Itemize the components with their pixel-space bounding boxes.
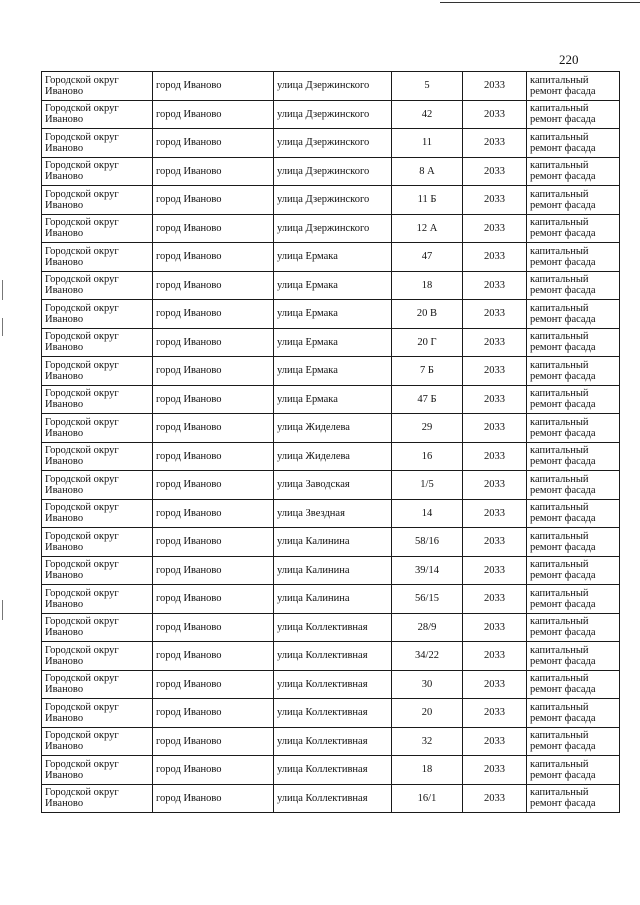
city-cell: город Иваново xyxy=(153,157,274,186)
house-number-cell: 11 xyxy=(392,129,463,158)
table-row xyxy=(42,129,620,158)
district-cell: Городской округ Иваново xyxy=(42,157,153,186)
street-cell: улица Дзержинского xyxy=(274,129,392,158)
work-type-cell: капитальный ремонт фасада xyxy=(527,100,620,129)
city-cell: город Иваново xyxy=(153,385,274,414)
district-cell: Городской округ Иваново xyxy=(42,129,153,158)
table-row xyxy=(42,699,620,728)
table-row xyxy=(42,670,620,699)
district-cell: Городской округ Иваново xyxy=(42,699,153,728)
district-cell: Городской округ Иваново xyxy=(42,328,153,357)
page-number: 220 xyxy=(559,52,579,67)
work-type-cell: капитальный ремонт фасада xyxy=(527,471,620,500)
district-cell: Городской округ Иваново xyxy=(42,271,153,300)
district-cell: Городской округ Иваново xyxy=(42,756,153,785)
street-cell: улица Жиделева xyxy=(274,442,392,471)
work-type-cell: капитальный ремонт фасада xyxy=(527,756,620,785)
year-cell: 2033 xyxy=(463,670,527,699)
year-cell: 2033 xyxy=(463,357,527,386)
table-row xyxy=(42,243,620,272)
work-type-cell: капитальный ремонт фасада xyxy=(527,186,620,215)
table-row xyxy=(42,186,620,215)
street-cell: улица Калинина xyxy=(274,528,392,557)
street-cell: улица Коллективная xyxy=(274,613,392,642)
district-cell: Городской округ Иваново xyxy=(42,585,153,614)
house-number-cell: 18 xyxy=(392,271,463,300)
table-row xyxy=(42,328,620,357)
table-row xyxy=(42,784,620,813)
house-number-cell: 5 xyxy=(392,72,463,101)
street-cell: улица Звездная xyxy=(274,499,392,528)
work-type-cell: капитальный ремонт фасада xyxy=(527,214,620,243)
city-cell: город Иваново xyxy=(153,328,274,357)
year-cell: 2033 xyxy=(463,243,527,272)
street-cell: улица Коллективная xyxy=(274,727,392,756)
house-number-cell: 8 А xyxy=(392,157,463,186)
street-cell: улица Коллективная xyxy=(274,699,392,728)
house-number-cell: 14 xyxy=(392,499,463,528)
city-cell: город Иваново xyxy=(153,499,274,528)
house-number-cell: 47 xyxy=(392,243,463,272)
table-row xyxy=(42,613,620,642)
year-cell: 2033 xyxy=(463,72,527,101)
table-row xyxy=(42,471,620,500)
table-row xyxy=(42,556,620,585)
district-cell: Городской округ Иваново xyxy=(42,727,153,756)
district-cell: Городской округ Иваново xyxy=(42,442,153,471)
year-cell: 2033 xyxy=(463,129,527,158)
table-row xyxy=(42,528,620,557)
work-type-cell: капитальный ремонт фасада xyxy=(527,556,620,585)
house-number-cell: 18 xyxy=(392,756,463,785)
table-row xyxy=(42,271,620,300)
street-cell: улица Ермака xyxy=(274,300,392,329)
city-cell: город Иваново xyxy=(153,100,274,129)
repair-schedule-table xyxy=(41,71,620,813)
work-type-cell: капитальный ремонт фасада xyxy=(527,129,620,158)
city-cell: город Иваново xyxy=(153,727,274,756)
table-row xyxy=(42,585,620,614)
work-type-cell: капитальный ремонт фасада xyxy=(527,499,620,528)
table-row xyxy=(42,442,620,471)
work-type-cell: капитальный ремонт фасада xyxy=(527,300,620,329)
year-cell: 2033 xyxy=(463,300,527,329)
year-cell: 2033 xyxy=(463,613,527,642)
house-number-cell: 20 В xyxy=(392,300,463,329)
year-cell: 2033 xyxy=(463,699,527,728)
scan-margin-mark xyxy=(2,318,3,336)
table-row xyxy=(42,72,620,101)
year-cell: 2033 xyxy=(463,442,527,471)
house-number-cell: 34/22 xyxy=(392,642,463,671)
year-cell: 2033 xyxy=(463,727,527,756)
house-number-cell: 16/1 xyxy=(392,784,463,813)
house-number-cell: 16 xyxy=(392,442,463,471)
house-number-cell: 58/16 xyxy=(392,528,463,557)
work-type-cell: капитальный ремонт фасада xyxy=(527,414,620,443)
work-type-cell: капитальный ремонт фасада xyxy=(527,157,620,186)
house-number-cell: 29 xyxy=(392,414,463,443)
year-cell: 2033 xyxy=(463,100,527,129)
city-cell: город Иваново xyxy=(153,442,274,471)
city-cell: город Иваново xyxy=(153,642,274,671)
year-cell: 2033 xyxy=(463,385,527,414)
street-cell: улица Ермака xyxy=(274,271,392,300)
district-cell: Городской округ Иваново xyxy=(42,613,153,642)
district-cell: Городской округ Иваново xyxy=(42,243,153,272)
work-type-cell: капитальный ремонт фасада xyxy=(527,727,620,756)
work-type-cell: капитальный ремонт фасада xyxy=(527,357,620,386)
street-cell: улица Ермака xyxy=(274,328,392,357)
work-type-cell: капитальный ремонт фасада xyxy=(527,271,620,300)
street-cell: улица Дзержинского xyxy=(274,214,392,243)
street-cell: улица Дзержинского xyxy=(274,100,392,129)
city-cell: город Иваново xyxy=(153,784,274,813)
house-number-cell: 30 xyxy=(392,670,463,699)
district-cell: Городской округ Иваново xyxy=(42,528,153,557)
work-type-cell: капитальный ремонт фасада xyxy=(527,642,620,671)
work-type-cell: капитальный ремонт фасада xyxy=(527,72,620,101)
table-row xyxy=(42,214,620,243)
house-number-cell: 20 Г xyxy=(392,328,463,357)
district-cell: Городской округ Иваново xyxy=(42,471,153,500)
year-cell: 2033 xyxy=(463,528,527,557)
street-cell: улица Ермака xyxy=(274,243,392,272)
street-cell: улица Коллективная xyxy=(274,642,392,671)
year-cell: 2033 xyxy=(463,756,527,785)
scan-margin-mark xyxy=(2,600,3,620)
city-cell: город Иваново xyxy=(153,670,274,699)
district-cell: Городской округ Иваново xyxy=(42,72,153,101)
year-cell: 2033 xyxy=(463,414,527,443)
city-cell: город Иваново xyxy=(153,756,274,785)
work-type-cell: капитальный ремонт фасада xyxy=(527,442,620,471)
work-type-cell: капитальный ремонт фасада xyxy=(527,528,620,557)
street-cell: улица Ермака xyxy=(274,357,392,386)
year-cell: 2033 xyxy=(463,328,527,357)
house-number-cell: 1/5 xyxy=(392,471,463,500)
district-cell: Городской округ Иваново xyxy=(42,100,153,129)
house-number-cell: 47 Б xyxy=(392,385,463,414)
house-number-cell: 20 xyxy=(392,699,463,728)
street-cell: улица Дзержинского xyxy=(274,157,392,186)
city-cell: город Иваново xyxy=(153,528,274,557)
year-cell: 2033 xyxy=(463,157,527,186)
district-cell: Городской округ Иваново xyxy=(42,499,153,528)
street-cell: улица Дзержинского xyxy=(274,186,392,215)
year-cell: 2033 xyxy=(463,186,527,215)
table-row xyxy=(42,100,620,129)
year-cell: 2033 xyxy=(463,784,527,813)
scan-edge-line xyxy=(440,2,640,3)
work-type-cell: капитальный ремонт фасада xyxy=(527,585,620,614)
district-cell: Городской округ Иваново xyxy=(42,556,153,585)
house-number-cell: 7 Б xyxy=(392,357,463,386)
district-cell: Городской округ Иваново xyxy=(42,186,153,215)
street-cell: улица Калинина xyxy=(274,585,392,614)
table-row xyxy=(42,157,620,186)
work-type-cell: капитальный ремонт фасада xyxy=(527,385,620,414)
table-row xyxy=(42,300,620,329)
city-cell: город Иваново xyxy=(153,72,274,101)
table-row xyxy=(42,642,620,671)
district-cell: Городской округ Иваново xyxy=(42,385,153,414)
table-row xyxy=(42,385,620,414)
year-cell: 2033 xyxy=(463,214,527,243)
city-cell: город Иваново xyxy=(153,471,274,500)
table-row xyxy=(42,756,620,785)
work-type-cell: капитальный ремонт фасада xyxy=(527,670,620,699)
city-cell: город Иваново xyxy=(153,699,274,728)
city-cell: город Иваново xyxy=(153,585,274,614)
district-cell: Городской округ Иваново xyxy=(42,784,153,813)
year-cell: 2033 xyxy=(463,642,527,671)
city-cell: город Иваново xyxy=(153,613,274,642)
city-cell: город Иваново xyxy=(153,243,274,272)
scan-margin-mark xyxy=(2,280,3,300)
table-row xyxy=(42,727,620,756)
district-cell: Городской округ Иваново xyxy=(42,642,153,671)
work-type-cell: капитальный ремонт фасада xyxy=(527,613,620,642)
district-cell: Городской округ Иваново xyxy=(42,214,153,243)
street-cell: улица Коллективная xyxy=(274,756,392,785)
street-cell: улица Коллективная xyxy=(274,784,392,813)
street-cell: улица Ермака xyxy=(274,385,392,414)
street-cell: улица Калинина xyxy=(274,556,392,585)
year-cell: 2033 xyxy=(463,556,527,585)
work-type-cell: капитальный ремонт фасада xyxy=(527,784,620,813)
district-cell: Городской округ Иваново xyxy=(42,670,153,699)
house-number-cell: 56/15 xyxy=(392,585,463,614)
table-row xyxy=(42,499,620,528)
table-row xyxy=(42,357,620,386)
year-cell: 2033 xyxy=(463,271,527,300)
house-number-cell: 12 А xyxy=(392,214,463,243)
city-cell: город Иваново xyxy=(153,414,274,443)
work-type-cell: капитальный ремонт фасада xyxy=(527,328,620,357)
city-cell: город Иваново xyxy=(153,186,274,215)
street-cell: улица Заводская xyxy=(274,471,392,500)
district-cell: Городской округ Иваново xyxy=(42,357,153,386)
work-type-cell: капитальный ремонт фасада xyxy=(527,699,620,728)
house-number-cell: 32 xyxy=(392,727,463,756)
city-cell: город Иваново xyxy=(153,129,274,158)
year-cell: 2033 xyxy=(463,471,527,500)
street-cell: улица Жиделева xyxy=(274,414,392,443)
district-cell: Городской округ Иваново xyxy=(42,300,153,329)
house-number-cell: 39/14 xyxy=(392,556,463,585)
city-cell: город Иваново xyxy=(153,214,274,243)
house-number-cell: 28/9 xyxy=(392,613,463,642)
city-cell: город Иваново xyxy=(153,556,274,585)
city-cell: город Иваново xyxy=(153,300,274,329)
year-cell: 2033 xyxy=(463,585,527,614)
house-number-cell: 11 Б xyxy=(392,186,463,215)
year-cell: 2033 xyxy=(463,499,527,528)
table-row xyxy=(42,414,620,443)
street-cell: улица Коллективная xyxy=(274,670,392,699)
city-cell: город Иваново xyxy=(153,357,274,386)
house-number-cell: 42 xyxy=(392,100,463,129)
work-type-cell: капитальный ремонт фасада xyxy=(527,243,620,272)
district-cell: Городской округ Иваново xyxy=(42,414,153,443)
street-cell: улица Дзержинского xyxy=(274,72,392,101)
city-cell: город Иваново xyxy=(153,271,274,300)
